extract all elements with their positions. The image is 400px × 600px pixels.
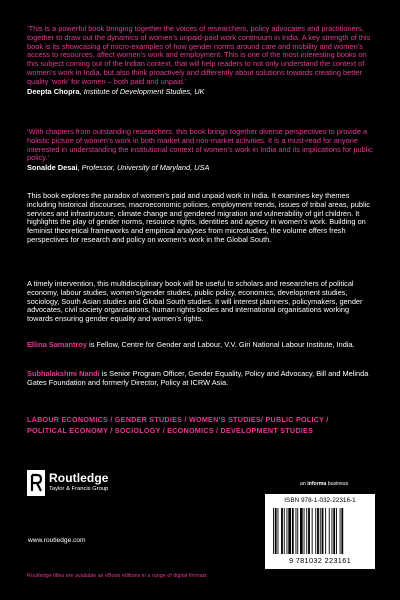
informa-brand: informa <box>307 481 327 487</box>
barcode-digits: 9 781032 223161 <box>288 556 352 565</box>
barcode-bar <box>340 508 341 554</box>
publisher-website[interactable]: www.routledge.com <box>28 537 86 544</box>
quote-2-attribution: Sonalde Desai, Professor, University of Maryland, USA <box>27 163 210 173</box>
informa-business-tag <box>300 481 348 487</box>
quote-2-affiliation: Professor, University of Maryland, USA <box>81 163 210 173</box>
publisher-name: Routledge <box>49 471 109 485</box>
ebook-footnote: Routledge titles are available as eBook editions in a range of digital formats <box>27 573 207 579</box>
barcode-bar <box>296 508 297 554</box>
barcode-bar <box>333 508 335 554</box>
quote-1-name: Deepta Chopra <box>27 86 80 96</box>
barcode-bar <box>332 508 333 554</box>
barcode-bar <box>304 508 305 554</box>
barcode-bar <box>306 508 307 554</box>
informa-prefix: an <box>300 481 308 487</box>
description-paragraph-1: This book explores the paradox of women’s paid and unpaid work in India. It examines key themes including historical discourses, macroeconomic policies, employment trends, issues of tribal areas, public services and infrastructure, climate change and gendered migration and vulnerability of girl children. It highlights the play of gender norms, resource rights, identities and agency in women’s work. Building on feminist theoretical frameworks and empirical analyses from microstudies, the volume offers fresh perspectives for research and policy on women’s work in the Global South. <box>27 191 370 244</box>
informa-suffix: business <box>326 481 349 487</box>
routledge-logo-icon <box>27 470 45 496</box>
barcode-bar <box>287 508 288 554</box>
quote-2-text: ‘With chapters from outstanding researchers, this book brings together diverse perspectives to provide a holistic picture of women’s work in both market and non-market activities. It is a must-read for anyone interested in understanding the institutional context of women’s work in India and its implications for public policy.’ <box>27 127 373 163</box>
description-paragraph-2: A timely intervention, this multidisciplinary book will be useful to scholars and researchers of political economy, labour studies, women’s/gender studies, public policy, economics, development studies, sociology, South Asian studies and Global South studies. It will interest planners, policymakers, gender advocates, civil society organisations, human rights bodies and international organisations working towards ensuring gender equality and women’s rights. <box>27 279 363 324</box>
isbn-barcode <box>265 494 375 569</box>
barcode-bar <box>315 508 316 554</box>
barcode-bar <box>275 508 277 554</box>
quote-2 <box>27 128 377 173</box>
barcode-bar <box>336 508 337 554</box>
author-2-name: Subhalakshmi Nandi <box>27 369 100 378</box>
barcode-bar <box>317 508 319 554</box>
barcode-bar <box>273 508 274 554</box>
barcode-bar <box>297 508 298 554</box>
barcode-bar <box>329 508 330 554</box>
barcode-bar <box>322 508 324 554</box>
barcode-bar <box>281 508 283 554</box>
subject-categories <box>27 415 377 436</box>
quote-1-affiliation: Institute of Development Studies, UK <box>83 86 205 96</box>
subject-line-1: LABOUR ECONOMICS / GENDER STUDIES / WOMEN’S STUDIES/ PUBLIC POLICY / <box>27 415 329 424</box>
author-2-bio-text: is Senior Program Officer, Gender Equality, Policy and Advocacy, Bill and Melinda Gates Foundation and formerly Director, Policy at ICRW Asia. <box>27 369 369 387</box>
publisher-group: Taylor & Francis Group <box>49 486 109 492</box>
quote-1-attribution: Deepta Chopra, Institute of Development Studies, UK <box>27 86 205 96</box>
barcode-bar <box>288 508 291 554</box>
author-1-bio-text: is Fellow, Centre for Gender and Labour, V.V. Giri National Labour Institute, India. <box>89 340 355 349</box>
author-2-bio <box>27 370 377 388</box>
author-1-bio <box>27 341 377 350</box>
barcode-bar <box>300 508 303 554</box>
barcode-bar <box>292 508 294 554</box>
subject-line-2: POLITICAL ECONOMY / SOCIOLOGY / ECONOMICS / DEVELOPMENT STUDIES <box>27 425 314 435</box>
barcode-bar <box>325 508 326 554</box>
barcode-bar <box>278 508 279 554</box>
quote-1 <box>27 25 377 96</box>
barcode-bar <box>308 508 310 554</box>
isbn-number: ISBN 978-1-032-22316-1 <box>284 497 356 504</box>
barcode-bar <box>284 508 285 554</box>
quote-2-name: Sonalde Desai <box>27 163 78 173</box>
barcode-bar <box>320 508 321 554</box>
barcode-bars <box>273 508 369 554</box>
author-1-name: Ellina Samantroy <box>27 340 87 349</box>
quote-1-text: ‘This is a powerful book bringing together the voices of researchers, policy advocates and practitioners, together to draw out the dynamics of women’s unpaid-paid work continuum in India. A key strength of this book is its showcasing of micro-examples of how gender norms around care and mobility and women’s access to resources, affect women’s work and employment. This is one of the most interesting books on this subject coming out of the Indian context, that will help readers to not only understand the context of women’s work in India, but also think proactively and differently about solutions towards creating better quality ‘work’ for women – both paid and unpaid.’ <box>27 24 371 86</box>
barcode-bar <box>341 508 343 554</box>
barcode-bar <box>312 508 313 554</box>
publisher-logo <box>27 470 147 500</box>
